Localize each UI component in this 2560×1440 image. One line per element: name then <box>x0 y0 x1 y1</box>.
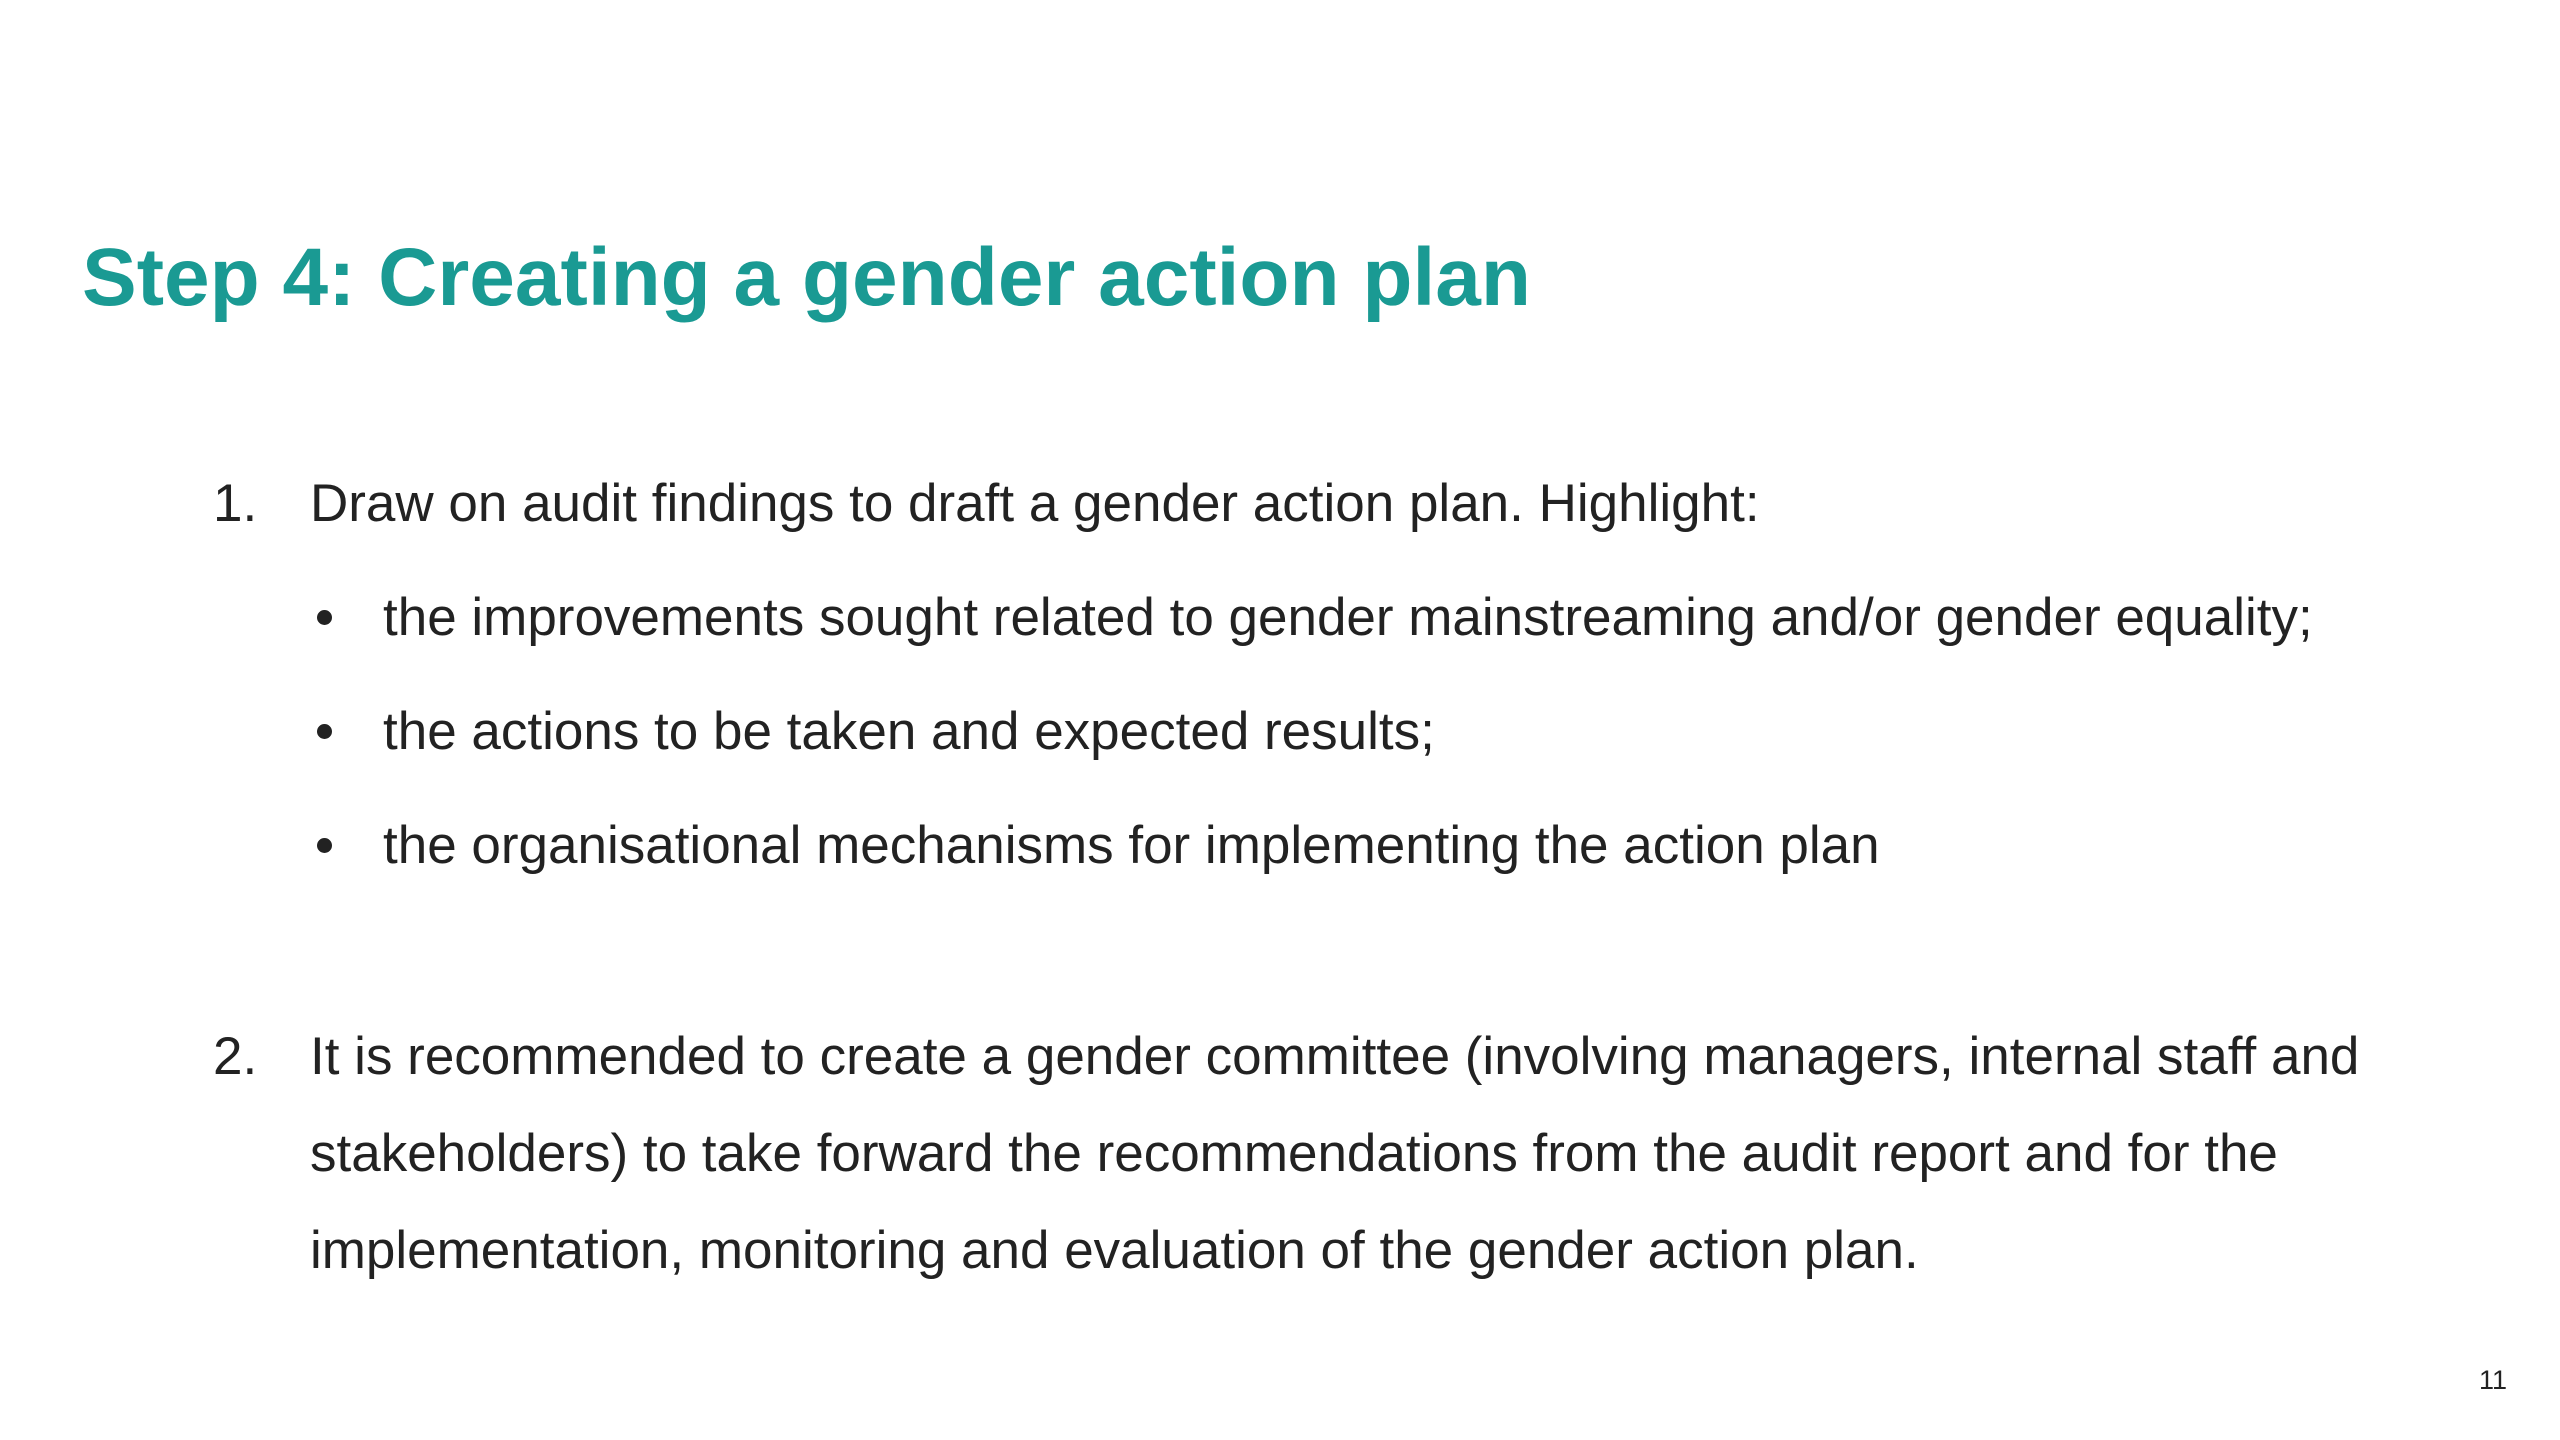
bullet-item-1: the improvements sought related to gender mainstreaming and/or gender equality; <box>383 588 2313 647</box>
slide-title: Step 4: Creating a gender action plan <box>82 232 1531 323</box>
list-item-2-line-3: implementation, monitoring and evaluation of the gender action plan. <box>310 1221 1919 1280</box>
list-item-2-line-2: stakeholders) to take forward the recommendations from the audit report and for the <box>310 1124 2278 1183</box>
list-item-1-text: Draw on audit findings to draft a gender action plan. Highlight: <box>310 474 1760 533</box>
list-number-1: 1. <box>213 474 258 533</box>
list-number-2: 2. <box>213 1027 258 1086</box>
bullet-dot-icon <box>317 724 332 739</box>
page-number: 11 <box>2478 1365 2507 1395</box>
bullet-item-3: the organisational mechanisms for implementing the action plan <box>383 816 1880 875</box>
list-item-2-line-1: It is recommended to create a gender committee (involving managers, internal staff and <box>310 1027 2360 1086</box>
bullet-dot-icon <box>317 838 332 853</box>
bullet-item-2: the actions to be taken and expected results; <box>383 702 1435 761</box>
bullet-dot-icon <box>317 610 332 625</box>
